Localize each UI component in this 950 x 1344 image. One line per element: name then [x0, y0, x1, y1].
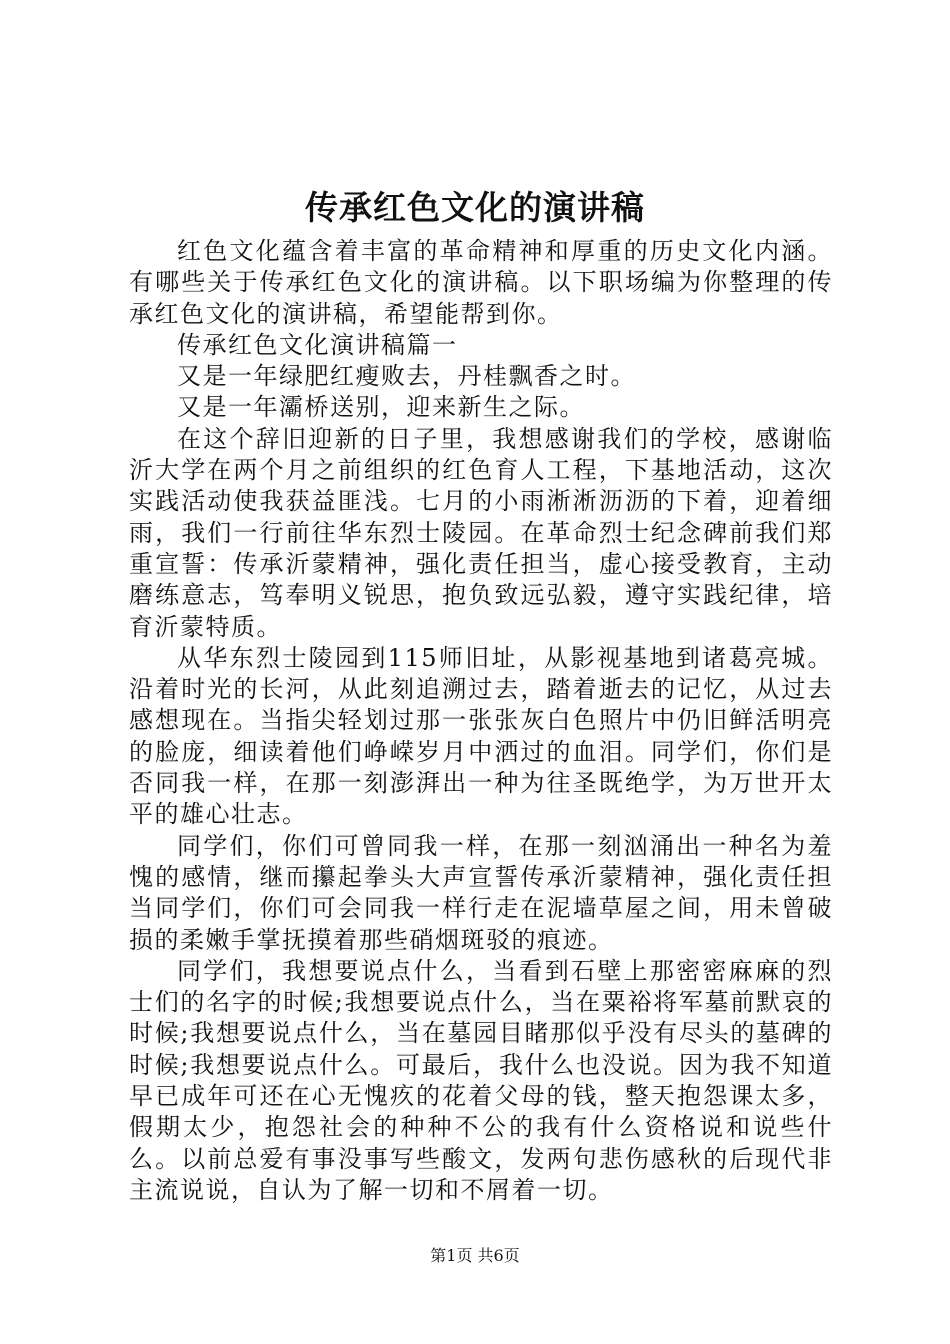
document-body: [129, 236, 833, 1206]
paragraph: 从华东烈士陵园到115师旧址，从影视基地到诸葛亮城。沿着时光的长河，从此刻追溯过去，踏着逝去的记忆，从过去感想现在。当指尖轻划过那一张张灰白色照片中仍旧鲜活明亮的脸庞，细读着他们峥嵘岁月中洒过的血泪。同学们，你们是否同我一样，在那一刻澎湃出一种为往圣既绝学，为万世开太平的雄心壮志。: [129, 643, 833, 829]
paragraph: 又是一年灞桥送别，迎来新生之际。: [177, 393, 585, 422]
page-footer: 第1页 共6页: [430, 1246, 520, 1265]
section-heading: 传承红色文化演讲稿篇一: [177, 330, 458, 359]
paragraph: 同学们，我想要说点什么，当看到石壁上那密密麻麻的烈士们的名字的时候;我想要说点什么，当在粟裕将军墓前默哀的时候;我想要说点什么，当在墓园目睹那似乎没有尽头的墓碑的时候;我想要说点什么。可最后，我什么也没说。因为我不知道早已成年可还在心无愧疚的花着父母的钱，整天抱怨课太多，假期太少，抱怨社会的种种不公的我有什么资格说和说些什么。以前总爱有事没事写些酸文，发两句悲伤感秋的后现代非主流说说，自认为了解一切和不屑着一切。: [129, 956, 833, 1204]
paragraph: 同学们，你们可曾同我一样，在那一刻汹涌出一种名为羞愧的感情，继而攥起拳头大声宣誓传承沂蒙精神，强化责任担当同学们，你们可会同我一样行走在泥墙草屋之间，用未曾破损的柔嫩手掌抚摸着那些硝烟斑驳的痕迹。: [129, 831, 833, 954]
paragraph-intro: 红色文化蕴含着丰富的革命精神和厚重的历史文化内涵。有哪些关于传承红色文化的演讲稿。以下职场编为你整理的传承红色文化的演讲稿，希望能帮到你。: [129, 237, 833, 328]
document-title: 传承红色文化的演讲稿: [305, 188, 645, 227]
paragraph: 在这个辞旧迎新的日子里，我想感谢我们的学校，感谢临沂大学在两个月之前组织的红色育人工程，下基地活动，这次实践活动使我获益匪浅。七月的小雨淅淅沥沥的下着，迎着细雨，我们一行前往华东烈士陵园。在革命烈士纪念碑前我们郑重宣誓：传承沂蒙精神，强化责任担当，虚心接受教育，主动磨练意志，笃奉明义锐思，抱负致远弘毅，遵守实践纪律，培育沂蒙特质。: [129, 424, 833, 641]
paragraph: 又是一年绿肥红瘦败去，丹桂飘香之时。: [177, 362, 636, 391]
